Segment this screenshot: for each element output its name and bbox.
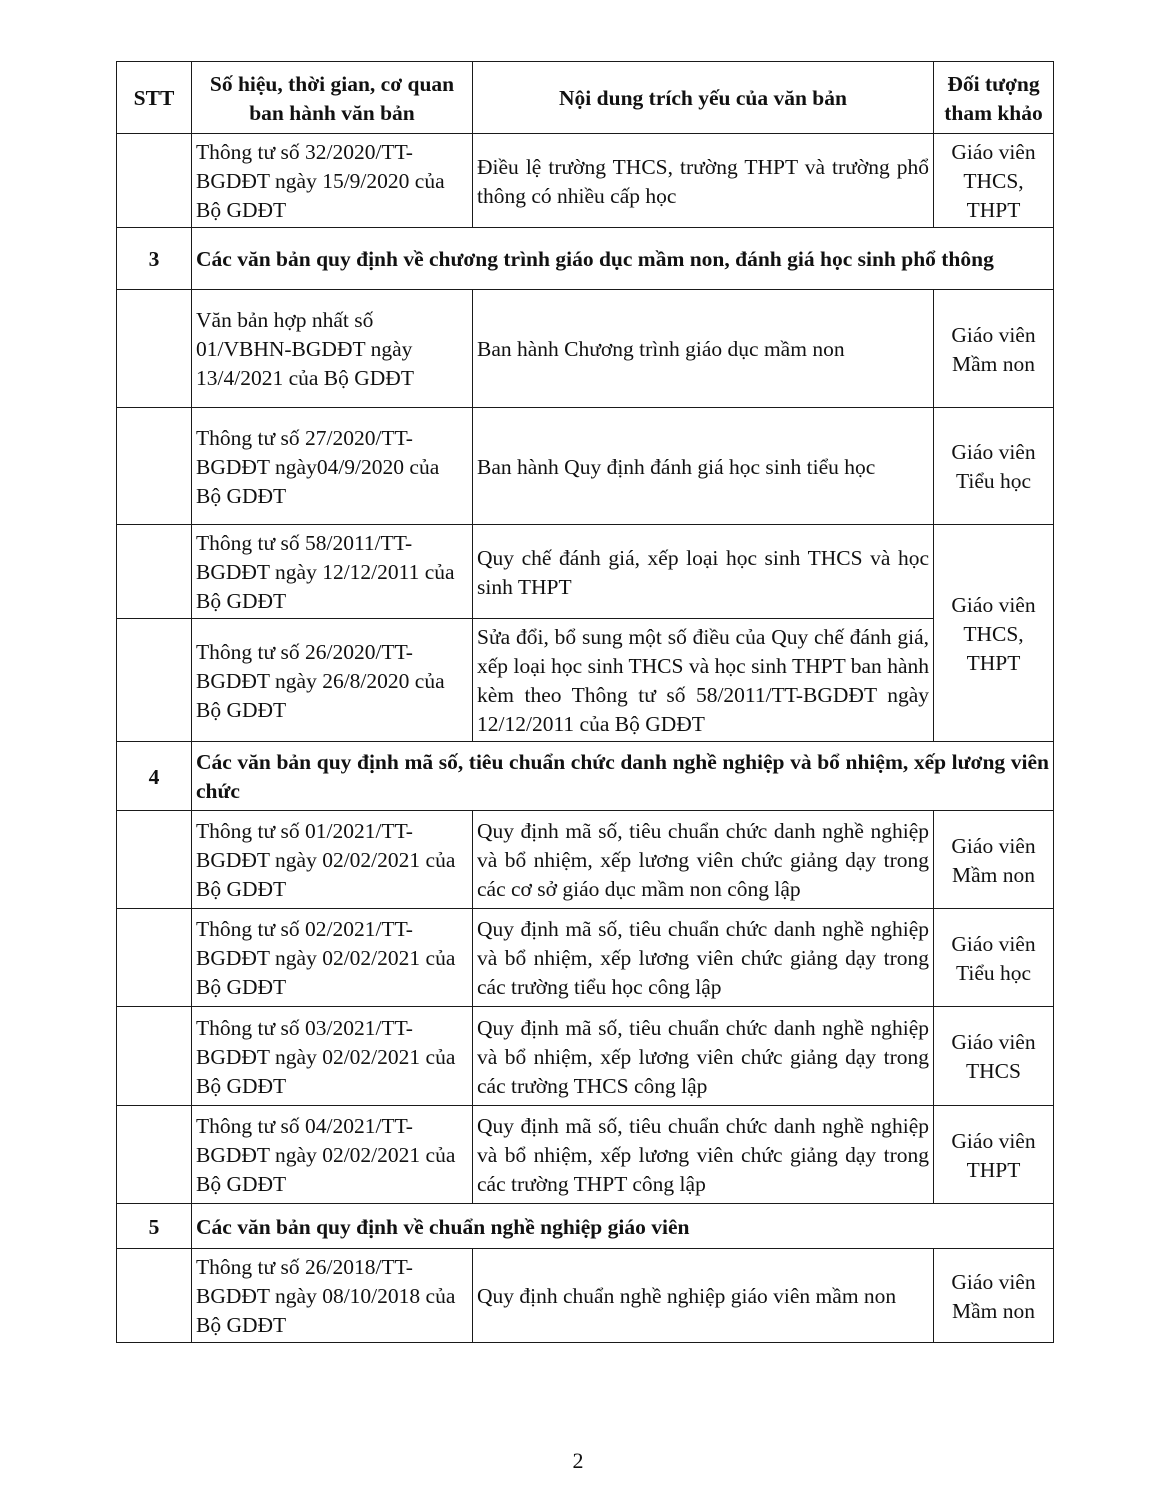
table-row xyxy=(117,1249,1054,1343)
target-audience: Giáo viên THCS, THPT xyxy=(934,525,1054,742)
target-audience: Giáo viên Mầm non xyxy=(934,290,1054,408)
stt-cell xyxy=(117,619,192,742)
legal-documents-table xyxy=(116,61,1054,1343)
target-audience: Giáo viên THCS, THPT xyxy=(934,134,1054,228)
target-audience: Giáo viên THPT xyxy=(934,1106,1054,1204)
stt-cell xyxy=(117,1007,192,1106)
document-reference: Thông tư số 27/2020/TT-BGDĐT ngày04/9/2020 của Bộ GDĐT xyxy=(192,408,473,525)
document-summary: Quy chế đánh giá, xếp loại học sinh THCS và học sinh THPT xyxy=(473,525,934,619)
table-row xyxy=(117,619,1054,742)
document-reference: Thông tư số 26/2020/TT-BGDĐT ngày 26/8/2020 của Bộ GDĐT xyxy=(192,619,473,742)
table-row xyxy=(117,811,1054,909)
document-reference: Thông tư số 58/2011/TT-BGDĐT ngày 12/12/2011 của Bộ GDĐT xyxy=(192,525,473,619)
section-number: 4 xyxy=(117,742,192,811)
document-summary: Sửa đổi, bổ sung một số điều của Quy chế đánh giá, xếp loại học sinh THCS và học sinh THPT ban hành kèm theo Thông tư số 58/2011/TT-BGDĐT ngày 12/12/2011 của Bộ GDĐT xyxy=(473,619,934,742)
stt-cell xyxy=(117,408,192,525)
document-summary: Ban hành Quy định đánh giá học sinh tiểu học xyxy=(473,408,934,525)
target-audience: Giáo viên Tiểu học xyxy=(934,909,1054,1007)
page-number: 2 xyxy=(572,1448,584,1473)
stt-cell xyxy=(117,811,192,909)
document-summary: Quy định chuẩn nghề nghiệp giáo viên mầm non xyxy=(473,1249,934,1343)
table-row xyxy=(117,1007,1054,1106)
section-number: 5 xyxy=(117,1204,192,1249)
target-audience: Giáo viên Tiểu học xyxy=(934,408,1054,525)
section-number: 3 xyxy=(117,228,192,290)
table-row xyxy=(117,525,1054,619)
section-title: Các văn bản quy định về chuẩn nghề nghiệp giáo viên xyxy=(192,1204,1054,1249)
document-summary: Quy định mã số, tiêu chuẩn chức danh nghề nghiệp và bổ nhiệm, xếp lương viên chức giảng dạy trong các trường tiểu học công lập xyxy=(473,909,934,1007)
table-row xyxy=(117,909,1054,1007)
document-reference: Văn bản hợp nhất số 01/VBHN-BGDĐT ngày 13/4/2021 của Bộ GDĐT xyxy=(192,290,473,408)
target-audience: Giáo viên Mầm non xyxy=(934,811,1054,909)
stt-cell xyxy=(117,1249,192,1343)
section-title: Các văn bản quy định về chương trình giáo dục mầm non, đánh giá học sinh phổ thông xyxy=(192,228,1054,290)
section-row xyxy=(117,1204,1054,1249)
stt-cell xyxy=(117,909,192,1007)
header-stt: STT xyxy=(117,62,192,134)
section-row xyxy=(117,742,1054,811)
document-reference: Thông tư số 26/2018/TT-BGDĐT ngày 08/10/2018 của Bộ GDĐT xyxy=(192,1249,473,1343)
section-title: Các văn bản quy định mã số, tiêu chuẩn chức danh nghề nghiệp và bổ nhiệm, xếp lương viên chức xyxy=(192,742,1054,811)
document-summary: Ban hành Chương trình giáo dục mầm non xyxy=(473,290,934,408)
table-row xyxy=(117,290,1054,408)
stt-cell xyxy=(117,290,192,408)
document-reference: Thông tư số 32/2020/TT-BGDĐT ngày 15/9/2020 của Bộ GDĐT xyxy=(192,134,473,228)
table-row xyxy=(117,408,1054,525)
document-summary: Điều lệ trường THCS, trường THPT và trường phổ thông có nhiều cấp học xyxy=(473,134,934,228)
section-row xyxy=(117,228,1054,290)
stt-cell xyxy=(117,525,192,619)
stt-cell xyxy=(117,1106,192,1204)
document-reference: Thông tư số 01/2021/TT-BGDĐT ngày 02/02/2021 của Bộ GDĐT xyxy=(192,811,473,909)
document-summary: Quy định mã số, tiêu chuẩn chức danh nghề nghiệp và bổ nhiệm, xếp lương viên chức giảng dạy trong các trường THPT công lập xyxy=(473,1106,934,1204)
document-summary: Quy định mã số, tiêu chuẩn chức danh nghề nghiệp và bổ nhiệm, xếp lương viên chức giảng dạy trong các trường THCS công lập xyxy=(473,1007,934,1106)
table-header-row xyxy=(117,62,1054,134)
target-audience: Giáo viên Mầm non xyxy=(934,1249,1054,1343)
table-row xyxy=(117,1106,1054,1204)
document-reference: Thông tư số 03/2021/TT-BGDĐT ngày 02/02/2021 của Bộ GDĐT xyxy=(192,1007,473,1106)
stt-cell xyxy=(117,134,192,228)
table-row xyxy=(117,134,1054,228)
document-summary: Quy định mã số, tiêu chuẩn chức danh nghề nghiệp và bổ nhiệm, xếp lương viên chức giảng dạy trong các cơ sở giáo dục mầm non công lập xyxy=(473,811,934,909)
header-content: Nội dung trích yếu của văn bản xyxy=(473,62,934,134)
header-document: Số hiệu, thời gian, cơ quan ban hành văn bản xyxy=(192,62,473,134)
document-reference: Thông tư số 02/2021/TT-BGDĐT ngày 02/02/2021 của Bộ GDĐT xyxy=(192,909,473,1007)
target-audience: Giáo viên THCS xyxy=(934,1007,1054,1106)
header-target: Đối tượng tham khảo xyxy=(934,62,1054,134)
document-reference: Thông tư số 04/2021/TT-BGDĐT ngày 02/02/2021 của Bộ GDĐT xyxy=(192,1106,473,1204)
